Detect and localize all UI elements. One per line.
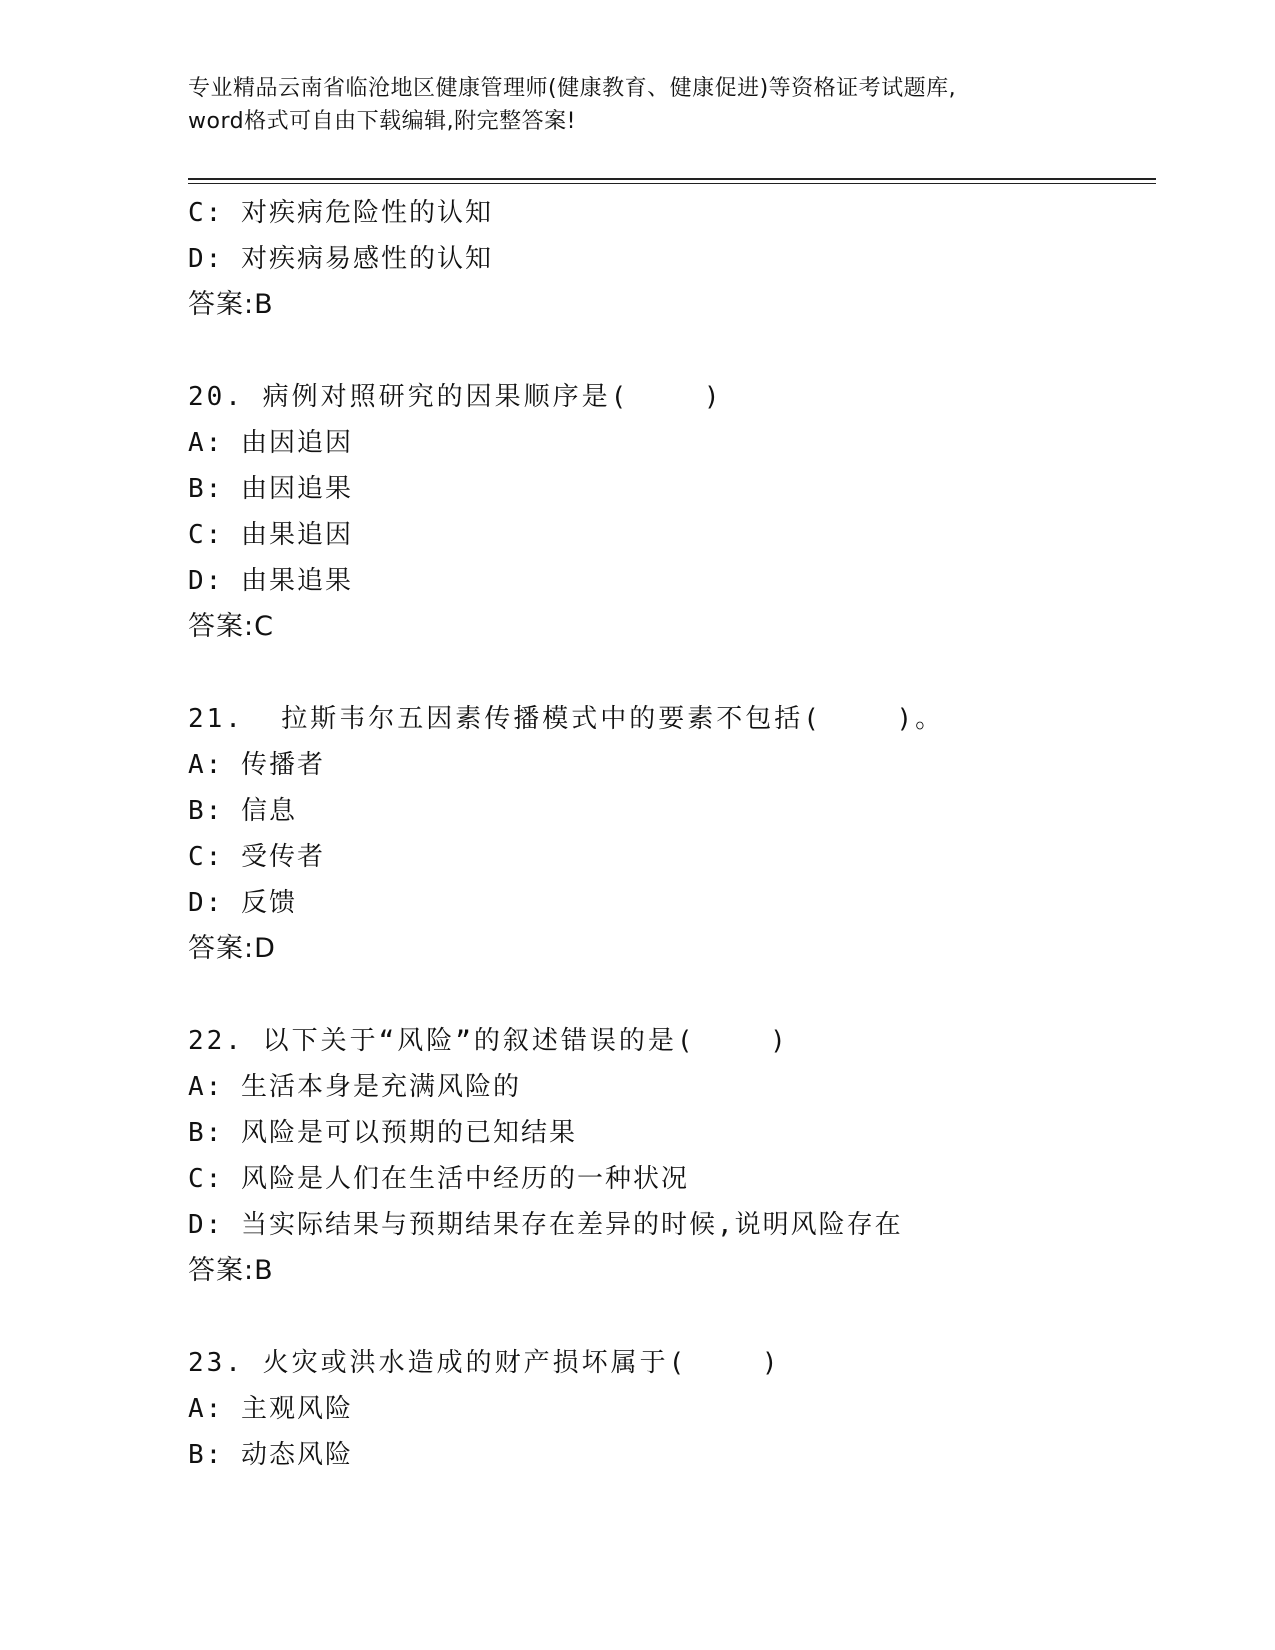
option-d: D: 对疾病易感性的认知: [188, 244, 493, 274]
option-d: D: 当实际结果与预期结果存在差异的时候,说明风险存在: [188, 1210, 903, 1240]
option-a: A: 由因追因: [188, 428, 353, 458]
option-b: B: 动态风险: [188, 1440, 353, 1470]
header-divider: [188, 178, 1156, 184]
question-block-21: [188, 696, 1156, 972]
option-a: A: 主观风险: [188, 1394, 353, 1424]
option-c: C: 对疾病危险性的认知: [188, 198, 493, 228]
header-line-2: word格式可自由下载编辑,附完整答案!: [188, 109, 576, 134]
question-block-19: [188, 190, 1156, 328]
question-text: 21. 拉斯韦尔五因素传播模式中的要素不包括( )。: [188, 704, 945, 734]
option-c: C: 由果追因: [188, 520, 353, 550]
question-block-20: [188, 374, 1156, 650]
answer-label: 答案:B: [188, 1255, 274, 1286]
question-block-22: [188, 1018, 1156, 1294]
option-b: B: 由因追果: [188, 474, 353, 504]
option-c: C: 受传者: [188, 842, 325, 872]
question-text: 23. 火灾或洪水造成的财产损坏属于( ): [188, 1348, 781, 1378]
question-block-23: [188, 1340, 1156, 1478]
answer-label: 答案:C: [188, 611, 274, 642]
option-c: C: 风险是人们在生活中经历的一种状况: [188, 1164, 689, 1194]
answer-label: 答案:D: [188, 933, 276, 964]
page-header: [188, 72, 1088, 138]
question-list: [188, 190, 1156, 1478]
answer-label: 答案:B: [188, 289, 274, 320]
option-a: A: 传播者: [188, 750, 325, 780]
question-text: 22. 以下关于“风险”的叙述错误的是( ): [188, 1026, 789, 1056]
option-b: B: 风险是可以预期的已知结果: [188, 1118, 577, 1148]
option-d: D: 反馈: [188, 888, 297, 918]
header-line-1: 专业精品云南省临沧地区健康管理师(健康教育、健康促进)等资格证考试题库,: [188, 76, 957, 101]
option-a: A: 生活本身是充满风险的: [188, 1072, 521, 1102]
option-b: B: 信息: [188, 796, 297, 826]
option-d: D: 由果追果: [188, 566, 353, 596]
question-text: 20. 病例对照研究的因果顺序是( ): [188, 382, 723, 412]
